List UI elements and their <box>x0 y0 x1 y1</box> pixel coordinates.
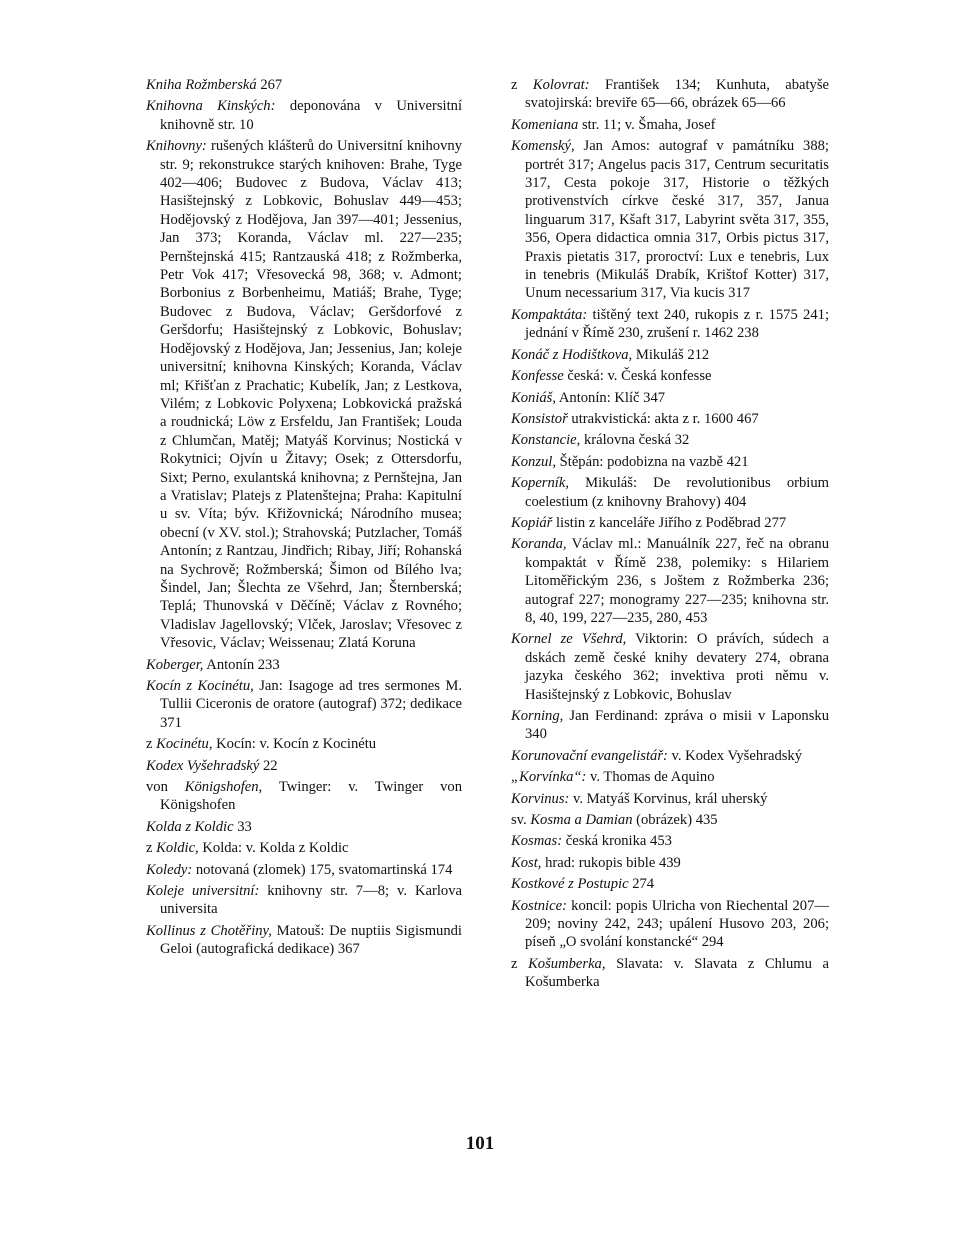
entry-body: Kocín: v. Kocín z Kocinétu <box>212 736 377 753</box>
entry-heading: Kolda z Koldic <box>146 818 234 835</box>
index-entry <box>511 116 829 134</box>
index-entry <box>511 747 829 765</box>
entry-body: 267 <box>256 77 283 93</box>
entry-heading: Korunovační evangelistář: <box>511 747 668 764</box>
index-entry <box>511 346 829 364</box>
entry-heading: Koniáš, <box>511 389 557 406</box>
entry-heading: Koranda, <box>511 536 567 553</box>
entry-body: listin z kanceláře Jiřího z Poděbrad 277 <box>552 514 787 531</box>
entry-body: 22 <box>259 757 278 774</box>
entry-body: Twinger: v. Twinger von Königshofen <box>160 779 462 814</box>
entry-heading: Kosmas: <box>511 833 563 850</box>
index-column-left <box>146 76 462 962</box>
entry-heading: Knihovny: <box>146 138 207 155</box>
entry-heading: Koleje universitní: <box>146 883 260 900</box>
entry-heading: Koberger, <box>146 656 204 673</box>
entry-body: Antonín: Klíč 347 <box>556 389 666 406</box>
entry-body: Mikuláš: De revolutionibus orbium coelestium (z knihovny Brahovy) 404 <box>525 475 829 510</box>
index-entry <box>146 922 462 959</box>
entry-body: knihovny str. 7—8; v. Karlova universita <box>160 883 462 918</box>
entry-body: rušených klášterů do Universitní knihovny str. 9; rekonstrukce starých knihoven: Brahe, Tyge 402—406; Budovec z Budova, Václav 413; Hasištejnský z Lobkovic, Bohuslav 449—453; Hodějovský z Hodějova, Jan 397—401; Jessenius, Jan 373; Koranda, Václav ml. 227—235; Pernštejnská 415; Rantzauská 418; z Rožmberka, Petr Vok 417; Vřesovecká 98, 368; v. Admont; Borbonius z Borbenheimu, Matiáš; Brahe, Tyge; Budovec z Budova, Václav; Geršdorfové z Geršdorfu; Hasištejnský z Lobkovic, Bohuslav; Hodějovský z Hodějova, Jan; Jessenius, Jan; koleje universitní; knihovna Kinských; Koranda, Václav ml; Křišťan z Prachatic; Kubelík, Jan; z Lestkova, Vilém; z Lobkovic Polyxena; Lobkovická pražská a roudnická; Löw z Ersfeldu, Jan František; Louda z Chlumčan, Matěj; Matyáš Korvinus; Nostická v Rokytnici; Ojvín u Žitavy; Osek; z Ottersdorfu, Sixt; Perno, exulantská knihovna; z Pernštejna, Jan a Vratislav; Platejs z Platenštejna; Praha: Kapitulní u sv. Víta; býv. Křižovnická; Národního musea; obecní (v XV. stol.); Strahovská; Putzlacher, Tomáš Antonín; z Rantzau, Jindřich; Ribay, Jiří; Rohanská na Sychrově; Rožmberská; Šimon od Bílého lva; Šindel, Jan; Šlechta ze Všehrd, Jan; Šternberská; Teplá; Thunovská v Děčíně; Václav z Rovného; Vladislav Jagellovský; Vlček, Jaroslav; Vřesovec z Vřesovic, Václav; Weissenau; Zlatá Koruna <box>160 138 462 652</box>
index-entry <box>146 656 462 674</box>
index-entry: z Košumberka, Slavata: v. Slavata z Chlumu a Košumberka <box>511 955 829 991</box>
entry-body: 274 <box>628 876 655 893</box>
entry-heading: Kocín z Kocinétu, <box>146 678 254 694</box>
index-entry <box>511 790 829 808</box>
entry-body: Jan: Isagoge ad tres sermones M. Tullii Ciceronis de oratore (autograf) 372; dedikace 371 <box>160 678 462 731</box>
entry-heading: Konfesse <box>511 368 564 385</box>
index-entry <box>146 137 462 652</box>
entry-heading: Konzul, <box>511 453 557 470</box>
entry-body: koncil: popis Ulricha von Riechental 207—209; noviny 242, 243; upálení Husovo 203, 206; píseň „O svolání konstancké“ 294 <box>525 897 829 951</box>
index-entry <box>146 861 462 879</box>
entry-body: Matouš: De nuptiis Sigismundi Geloi (autografická dedikace) 367 <box>160 922 462 958</box>
entry-heading: Komenský, <box>511 138 575 155</box>
index-entry: von Königshofen, Twinger: v. Twinger von Königshofen <box>146 779 462 814</box>
entry-heading: Konstancie, <box>511 432 581 449</box>
entry-body: 33 <box>233 818 252 835</box>
index-entry: z Kocinétu, Kocín: v. Kocín z Kocinétu <box>146 736 377 753</box>
entry-heading: Kostkové z Postupic <box>511 876 629 893</box>
entry-heading: Königshofen, <box>184 779 263 796</box>
entry-heading: Kniha Rožmberská <box>146 77 257 93</box>
entry-body: utrakvistická: akta z r. 1600 467 <box>567 410 759 427</box>
entry-body: Kolda: v. Kolda z Koldic <box>198 840 349 857</box>
page-number: 101 <box>465 1133 495 1154</box>
index-entry <box>511 453 829 471</box>
entry-body: notovaná (zlomek) 175, svatomartinská 174 <box>192 861 453 878</box>
index-entry: z Kolovrat: František 134; Kunhuta, abatyše svatojirská: breviře 65—66, obrázek 65—66 <box>511 77 829 112</box>
index-entry <box>511 306 829 343</box>
index-entry <box>511 854 829 872</box>
index-entry <box>511 514 829 532</box>
index-entry <box>146 97 462 134</box>
entry-body: (obrázek) 435 <box>632 812 718 829</box>
entry-heading: Kornel ze Všehrd, <box>511 631 627 648</box>
entry-heading: Kompaktáta: <box>511 306 588 323</box>
index-entry <box>511 875 829 893</box>
entry-heading: Konáč z Hodištkova, <box>511 346 633 363</box>
index-entry <box>511 410 829 428</box>
index-entry <box>511 431 829 449</box>
entry-body: Antonín 233 <box>203 656 280 673</box>
entry-heading: Komeniana <box>511 116 579 133</box>
index-entry <box>511 768 829 786</box>
entry-heading: Kolovrat: <box>532 77 590 93</box>
index-column-right <box>511 76 829 995</box>
entry-heading: Korvinus: <box>511 790 570 807</box>
entry-body: str. 11; v. Šmaha, Josef <box>578 116 716 133</box>
entry-heading: Korning, <box>511 708 564 724</box>
entry-heading: Kopiář <box>511 514 553 531</box>
index-entry <box>511 897 829 952</box>
index-entry <box>146 882 462 919</box>
entry-body: královna česká 32 <box>580 432 690 449</box>
entry-body: Mikuláš 212 <box>632 346 710 363</box>
entry-heading: Košumberka, <box>528 955 606 972</box>
index-entry <box>511 137 829 303</box>
entry-body: Jan Amos: autograf v památníku 388; portrét 317; Angelus pacis 317, Centrum securitatis 317, Cesta pokoje 317, Historie o těžkých protivenstvích církve české 317, 357, Janua linguarum 317, Kšaft 317, Labyrint světa 317, 355, 356, Opera didactica omnia 317, Orbis pictus 317, Praxis pietatis 317, proroctví: Lux e tenebris, Lux in tenebris (Mikuláš Drabík, Krištof Kotter) 317, Unum necessarium 317, Via kucis 317 <box>525 138 829 302</box>
index-entry <box>511 474 829 511</box>
index-entry <box>146 76 462 94</box>
entry-heading: Knihovna Kinských: <box>146 98 276 115</box>
index-entry: z Koldic, Kolda: v. Kolda z Koldic <box>146 840 349 857</box>
entry-body: v. Matyáš Korvinus, král uherský <box>569 790 768 807</box>
entry-body: česká kronika 453 <box>562 833 672 850</box>
entry-heading: Kodex Vyšehradský <box>146 757 260 774</box>
index-entry <box>146 757 462 775</box>
index-entry <box>511 535 829 627</box>
index-entry <box>511 389 829 407</box>
entry-body: Slavata: v. Slavata z Chlumu a Košumberka <box>525 955 829 991</box>
index-entry <box>511 630 829 704</box>
entry-body: Štěpán: podobizna na vazbě 421 <box>556 453 749 470</box>
entry-body: Jan Ferdinand: zpráva o misii v Laponsku 340 <box>525 708 829 743</box>
index-entry <box>511 367 829 385</box>
entry-body: hrad: rukopis bible 439 <box>541 854 681 871</box>
entry-body: deponována v Universitní knihovně str. 10 <box>160 98 462 133</box>
index-entry <box>146 677 462 732</box>
entry-heading: Kosma a Damian <box>530 812 633 829</box>
entry-heading: Kostnice: <box>511 897 567 914</box>
entry-body: v. Kodex Vyšehradský <box>667 747 803 764</box>
entry-body: František 134; Kunhuta, abatyše svatojirská: breviře 65—66, obrázek 65—66 <box>525 77 829 112</box>
entry-heading: Kocinétu, <box>156 736 213 753</box>
entry-heading: Koperník, <box>511 475 569 492</box>
index-entry <box>511 707 829 744</box>
entry-heading: Koledy: <box>146 861 193 878</box>
entry-heading: Konsistoř <box>511 410 568 427</box>
entry-body: Viktorin: O právích, súdech a dskách země české knihy devatery 274, obrana jazyka českého 362; invektiva proti němu v. Hasištejnský z Lobkovic, Bohuslav <box>525 631 829 703</box>
entry-heading: „Korvínka“: <box>511 769 587 786</box>
index-entry: sv. Kosma a Damian (obrázek) 435 <box>511 812 718 829</box>
entry-heading: Koldic, <box>156 840 199 857</box>
entry-body: česká: v. Česká konfesse <box>563 368 712 385</box>
entry-body: v. Thomas de Aquino <box>586 769 715 786</box>
entry-body: tištěný text 240, rukopis z r. 1575 241; jednání v Římě 230, zrušení r. 1462 238 <box>525 306 829 342</box>
entry-heading: Kollinus z Chotěřiny, <box>146 922 272 939</box>
index-entry <box>146 818 462 836</box>
index-entry <box>511 832 829 850</box>
entry-body: Václav ml.: Manuálník 227, řeč na obranu kompaktát v Římě 238, polemiky: s Hilariem Litoměřickým 236, s Joštem z Rožmberka 236; autograf 227; monogramy 227—235; knihovna str. 8, 40, 199, 227—235, 280, 453 <box>525 536 829 626</box>
entry-heading: Kost, <box>511 854 542 871</box>
